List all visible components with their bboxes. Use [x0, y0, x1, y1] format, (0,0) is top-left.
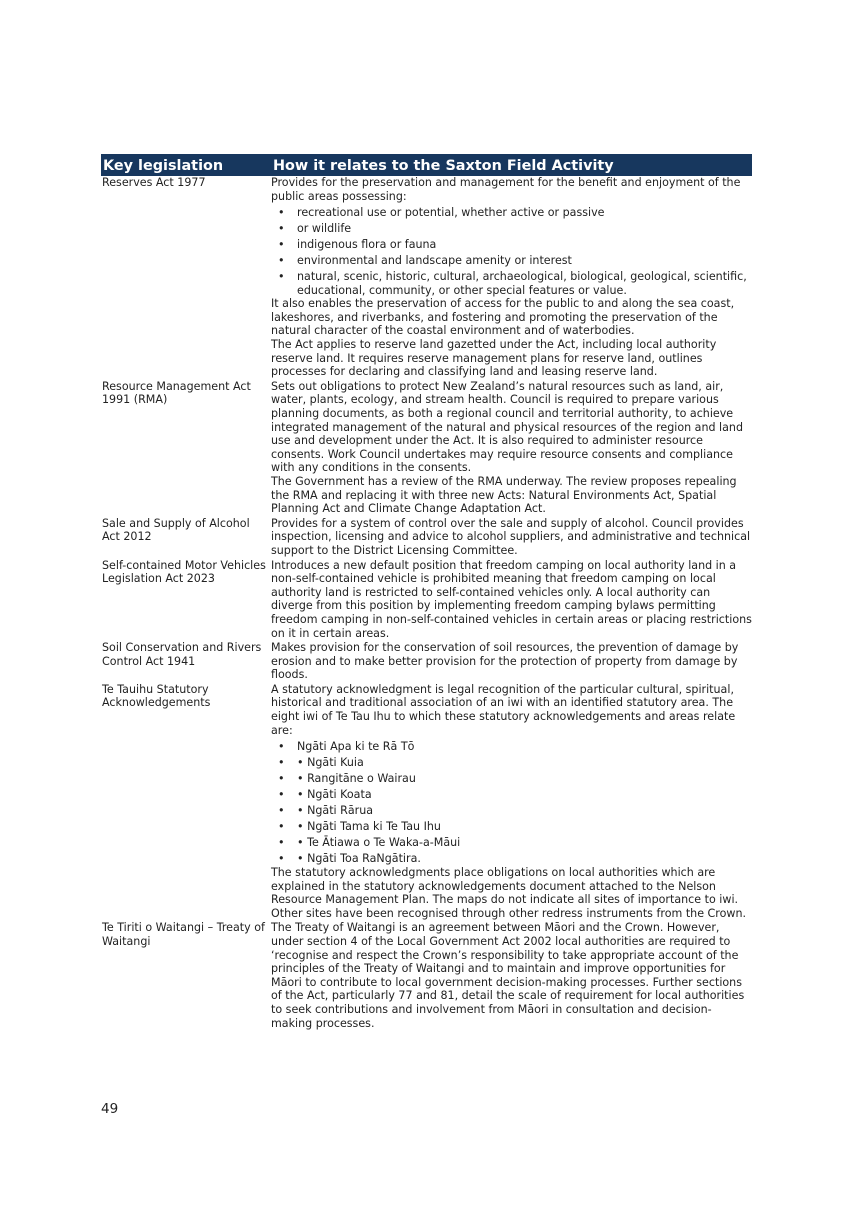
table-row [101, 921, 752, 1031]
description-paragraph: The Government has a review of the RMA underway. The review proposes repealing the RMA and replacing it with three new Acts: Natural Environments Act, Spatial Planning Act and Climate Change Adaptation Act. [271, 474, 737, 516]
legislation-description [270, 517, 752, 559]
table-row [101, 176, 752, 380]
legislation-table [101, 154, 752, 1031]
page-number: 49 [101, 1101, 119, 1117]
table-header [101, 154, 752, 176]
description-paragraph: The Treaty of Waitangi is an agreement between Māori and the Crown. However, under section 4 of the Local Government Act 2002 local authorities are required to ‘recognise and respect the Crown’s responsibility to take appropriate account of the principles of the Treaty of Waitangi and to maintain and improve opportunities for Māori to contribute to local government decision-making processes. Further sections of the Act, particularly 77 and 81, detail the scale of requirement for local authorities to seek contributions and involvement from Māori in consultation and decision-making processes. [271, 921, 745, 1030]
legislation-name: Te Tauihu Statutory Acknowledgements [102, 682, 211, 710]
description-paragraph: Sets out obligations to protect New Zealand’s natural resources such as land, air, water, plants, ecology, and stream health. Council is required to prepare various planning documents, as both a regional council and territorial authority, to achieve integrated management of the natural and physical resources of the region and land use and development under the Act. It is also required to administer resource consents. Work Council undertakes may require resource consents and compliance with any conditions in the consents. [271, 379, 744, 475]
legislation-name: Te Tiriti o Waitangi – Treaty of Waitangi [102, 921, 265, 948]
list-item: • • Ngāti Koata [271, 788, 752, 802]
legislation-description [270, 380, 752, 517]
list-item: • • Te Ātiawa o Te Waka-a-Māui [271, 836, 752, 850]
list-item: • • Ngāti Tama ki Te Tau Ihu [271, 820, 752, 834]
legislation-name: Soil Conservation and Rivers Control Act 1941 [102, 641, 262, 668]
legislation-description [270, 176, 752, 380]
legislation-description [270, 641, 752, 683]
description-paragraph: Provides for a system of control over the sale and supply of alcohol. Council provides inspection, licensing and advice to alcohol suppliers, and administrative and technical support to the District Licensing Committee. [271, 516, 751, 557]
list-item: • • Ngāti Rārua [271, 804, 752, 818]
list-item: • • Ngāti Toa RaNgātira. [271, 852, 752, 866]
table-row [101, 641, 752, 683]
header-how-it-relates: How it relates to the Saxton Field Activity [273, 158, 614, 174]
legislation-name: Resource Management Act 1991 (RMA) [102, 379, 251, 407]
header-key-legislation: Key legislation [103, 158, 224, 174]
list-item: • natural, scenic, historic, cultural, archaeological, biological, geological, scientific, educational, community, or other special features or value. [271, 270, 752, 297]
list-item: • or wildlife [271, 222, 752, 236]
list-item: • indigenous flora or fauna [271, 238, 752, 252]
description-paragraph: A statutory acknowledgment is legal recognition of the particular cultural, spiritual, historical and traditional association of an iwi with an identified statutory area. The eight iwi of Te Tau Ihu to which these statutory acknowledgements and areas relate are: [271, 682, 736, 737]
legislation-name: Sale and Supply of Alcohol Act 2012 [102, 516, 250, 544]
table-row [101, 517, 752, 559]
list-item: • • Ngāti Kuia [271, 756, 752, 770]
description-paragraph: Introduces a new default position that freedom camping on local authority land in a non-self-contained vehicle is prohibited meaning that freedom camping on local authority land is restricted to self-contained vehicles only. A local authority can diverge from this position by implementing freedom camping bylaws permitting freedom camping in non-self-contained vehicles in certain areas or placing restrictions on it in certain areas. [271, 558, 752, 640]
legislation-name: Self-contained Motor Vehicles Legislation Act 2023 [102, 558, 266, 586]
description-paragraph: Makes provision for the conservation of soil resources, the prevention of damage by erosion and to make better provision for the protection of property from damage by floods. [271, 641, 739, 682]
legislation-description [270, 683, 752, 922]
list-item: • recreational use or potential, whether active or passive [271, 206, 752, 220]
table-row [101, 559, 752, 642]
description-paragraph: The Act applies to reserve land gazetted under the Act, including local authority reserve land. It requires reserve management plans for reserve land, outlines processes for declaring and classifying land and leasing reserve land. [271, 338, 717, 379]
legislation-description [270, 559, 752, 642]
bullet-list [271, 740, 752, 866]
list-item: • • Rangitāne o Wairau [271, 772, 752, 786]
list-item: • Ngāti Apa ki te Rā Tō [271, 740, 752, 754]
table-row [101, 683, 752, 922]
table-row [101, 380, 752, 517]
list-item: • environmental and landscape amenity or interest [271, 254, 752, 268]
legislation-name: Reserves Act 1977 [102, 176, 206, 189]
description-paragraph: Provides for the preservation and management for the benefit and enjoyment of the public areas possessing: [271, 176, 741, 203]
bullet-list [271, 206, 752, 298]
table-header-row [101, 154, 752, 176]
description-paragraph: The statutory acknowledgments place obligations on local authorities which are explained in the statutory acknowledgements document attached to the Nelson Resource Management Plan. The maps do not indicate all sites of importance to iwi. Other sites have been recognised through other redress instruments from the Crown. [271, 866, 747, 920]
description-paragraph: It also enables the preservation of access for the public to and along the sea coast, lakeshores, and riverbanks, and fostering and promoting the preservation of the natural character of the coastal environment and of waterbodies. [271, 297, 735, 338]
legislation-description [270, 921, 752, 1031]
